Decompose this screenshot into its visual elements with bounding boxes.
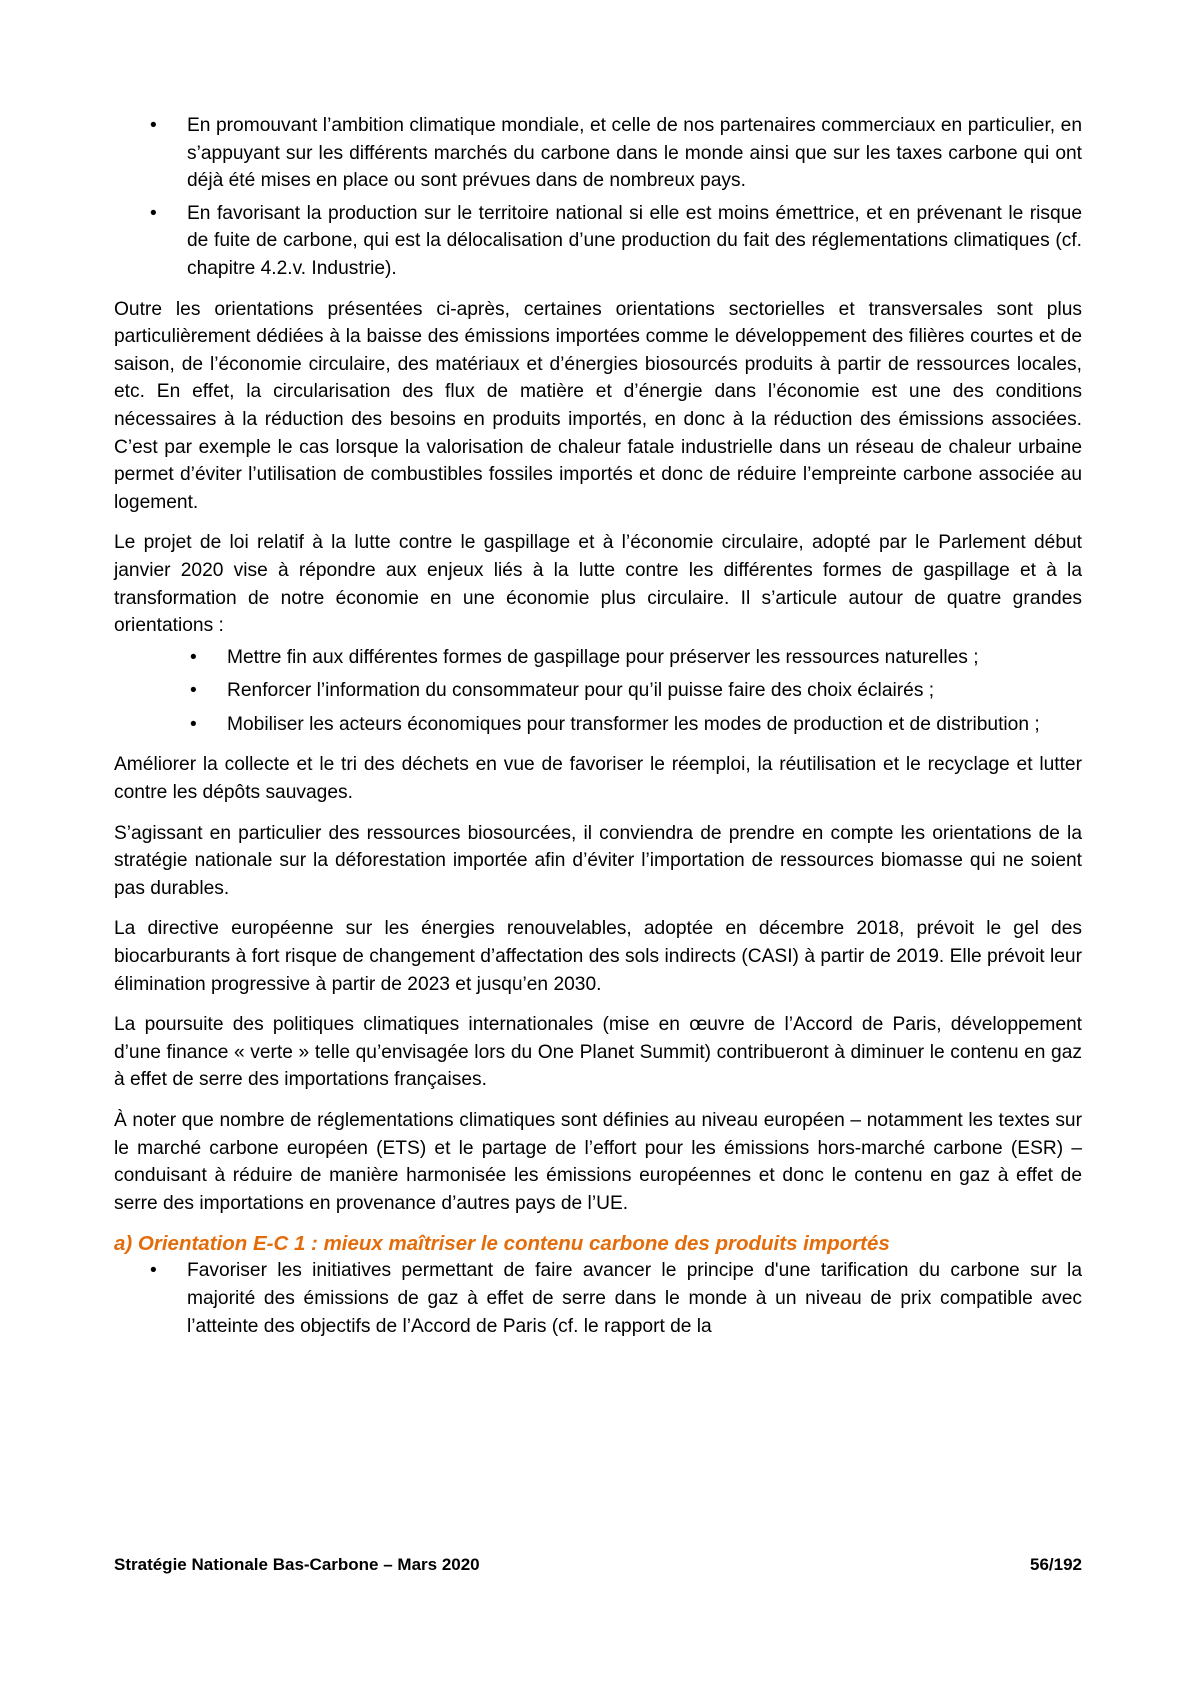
page-number: 56/192 <box>1030 1555 1082 1574</box>
footer-title: Stratégie Nationale Bas-Carbone – Mars 2020 <box>114 1555 480 1574</box>
paragraph: À noter que nombre de réglementations climatiques sont définies au niveau européen – notamment les textes sur le marché carbone européen (ETS) et le partage de l’effort pour les émissions hors-marché carbone (ESR) – conduisant à réduire de manière harmonisée les émissions européennes et donc le contenu en gaz à effet de serre des importations en provenance d’autres pays de l’UE. <box>114 1110 1082 1214</box>
paragraph: Le projet de loi relatif à la lutte contre le gaspillage et à l’économie circulaire, adopté par le Parlement début janvier 2020 vise à répondre aux enjeux liés à la lutte contre les différentes formes de gaspillage et à la transformation de notre économie en une économie plus circulaire. Il s’articule autour de quatre grandes orientations : <box>114 532 1082 637</box>
paragraph: S’agissant en particulier des ressources biosourcées, il conviendra de prendre en compte les orientations de la stratégie nationale sur la déforestation importée afin d’éviter l’importation de ressources biomasse qui ne soient pas durables. <box>114 822 1082 899</box>
list-item-text: Mobiliser les acteurs économiques pour transformer les modes de production et de distribution ; <box>227 713 1040 735</box>
list-item <box>114 677 1082 705</box>
list-item <box>114 1257 1082 1340</box>
bullet-icon: • <box>150 1260 157 1282</box>
bullet-list-orientation-ec1 <box>114 1257 1082 1340</box>
paragraph: Améliorer la collecte et le tri des déchets en vue de favoriser le réemploi, la réutilisation et le recyclage et lutter contre les dépôts sauvages. <box>114 754 1082 804</box>
paragraph: Outre les orientations présentées ci-après, certaines orientations sectorielles et transversales sont plus particulièrement dédiées à la baisse des émissions importées comme le développement des filières courtes et de saison, de l’économie circulaire, des matériaux et d’énergies biosourcés produits à partir de ressources locales, etc. En effet, la circularisation des flux de matière et d’énergie dans l’économie est une des conditions nécessaires à la réduction des besoins en produits importés, en donc à la réduction des émissions associées. C’est par exemple le cas lorsque la valorisation de chaleur fatale industrielle dans un réseau de chaleur urbaine permet d’éviter l’utilisation de combustibles fossiles importés et donc de réduire l’empreinte carbone associée au logement. <box>114 298 1082 513</box>
bullet-icon: • <box>190 680 197 702</box>
list-item-text: Favoriser les initiatives permettant de faire avancer le principe d'une tarification du carbone sur la majorité des émissions de gaz à effet de serre dans le monde à un niveau de prix compatible avec l’atteinte des objectifs de l’Accord de Paris (cf. le rapport de la <box>187 1260 1082 1337</box>
list-item-text: En promouvant l’ambition climatique mondiale, et celle de nos partenaires commerciaux en particulier, en s’appuyant sur les différents marchés du carbone dans le monde ainsi que sur les taxes carbone qui ont déjà été mises en place ou sont prévues dans de nombreux pays. <box>187 115 1082 192</box>
bullet-list-top <box>114 112 1082 283</box>
paragraph: La directive européenne sur les énergies renouvelables, adoptée en décembre 2018, prévoit le gel des biocarburants à fort risque de changement d’affectation des sols indirects (CASI) à partir de 2019. Elle prévoit leur élimination progressive à partir de 2023 et jusqu’en 2030. <box>114 918 1082 995</box>
bullet-icon: • <box>150 115 157 136</box>
list-item <box>114 112 1082 195</box>
section-heading: a) Orientation E-C 1 : mieux maîtriser le contenu carbone des produits importés <box>114 1232 890 1256</box>
list-item-text: Renforcer l’information du consommateur pour qu’il puisse faire des choix éclairés ; <box>227 680 935 702</box>
list-item <box>114 644 1082 672</box>
list-item <box>114 711 1082 739</box>
list-item-text: Mettre fin aux différentes formes de gaspillage pour préserver les ressources naturelles ; <box>227 646 979 668</box>
bullet-icon: • <box>150 202 157 224</box>
page-content <box>114 112 1082 1353</box>
paragraph: La poursuite des politiques climatiques internationales (mise en œuvre de l’Accord de Paris, développement d’une finance « verte » telle qu’envisagée lors du One Planet Summit) contribueront à diminuer le contenu en gaz à effet de serre des importations françaises. <box>114 1014 1082 1091</box>
list-item <box>114 200 1082 283</box>
bullet-icon: • <box>190 646 197 668</box>
bullet-list-orientations <box>114 644 1082 739</box>
bullet-icon: • <box>190 713 197 735</box>
list-item-text: En favorisant la production sur le territoire national si elle est moins émettrice, et en prévenant le risque de fuite de carbone, qui est la délocalisation d’une production du fait des réglementations climatiques (cf. chapitre 4.2.v. Industrie). <box>187 202 1082 279</box>
